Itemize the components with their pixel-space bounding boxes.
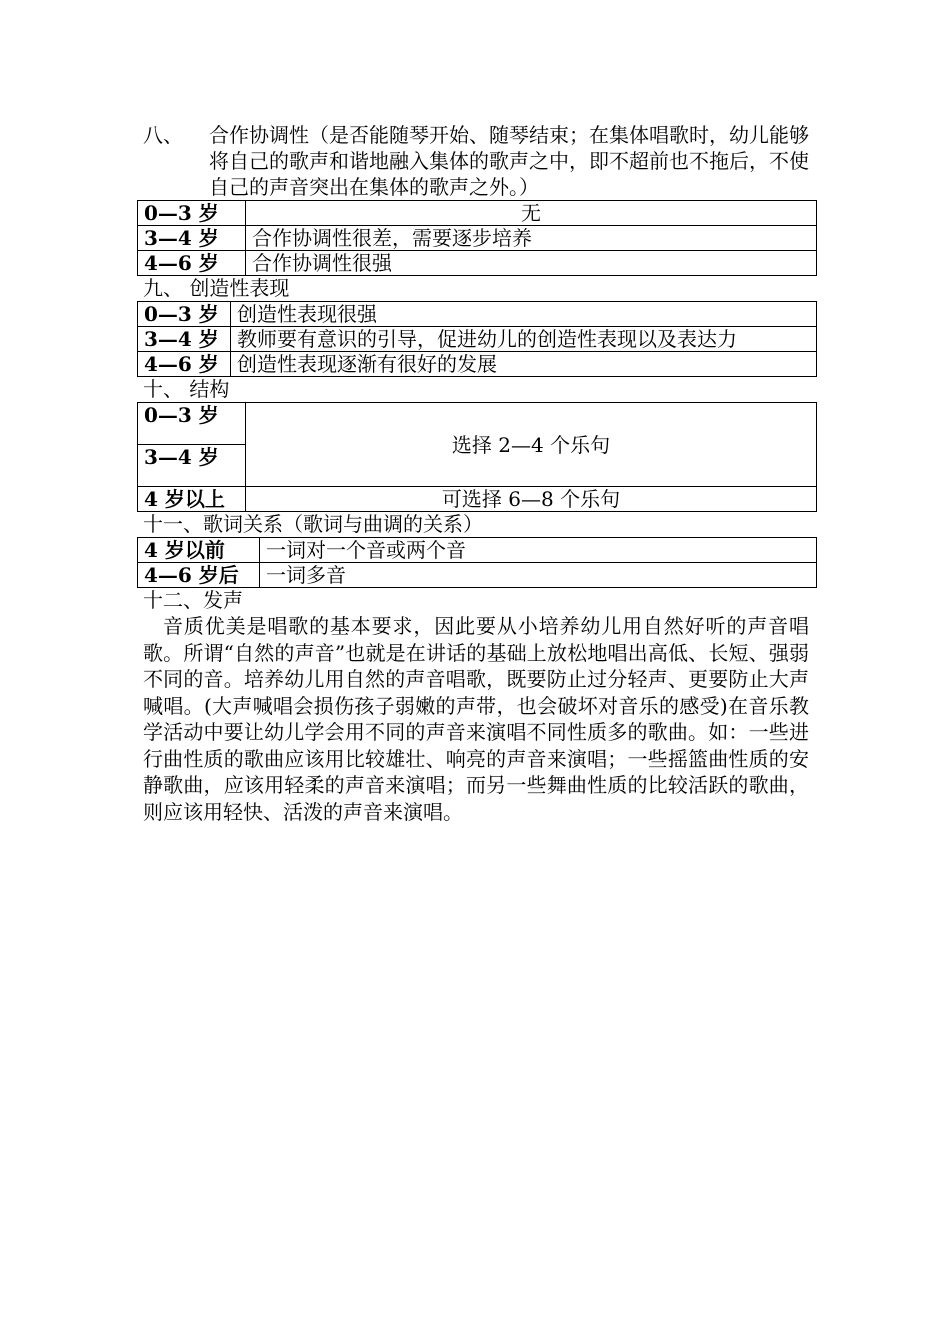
section-11-heading: 十一、歌词关系（歌词与曲调的关系） bbox=[143, 512, 483, 536]
age-cell: 0—3 岁 bbox=[138, 403, 246, 445]
section-8-number: 八、 bbox=[143, 123, 183, 147]
section-10-heading: 十、 结构 bbox=[143, 377, 230, 401]
desc-cell: 一词对一个音或两个音 bbox=[260, 538, 817, 563]
desc-cell: 一词多音 bbox=[260, 563, 817, 588]
merged-desc-cell: 选择 2—4 个乐句 bbox=[246, 403, 817, 487]
age-cell: 3—4 岁 bbox=[138, 445, 246, 487]
section-11-table bbox=[137, 537, 817, 588]
desc-cell: 合作协调性很差，需要逐步培养 bbox=[246, 226, 817, 251]
age-cell: 4—6 岁后 bbox=[138, 563, 260, 588]
table-row bbox=[138, 403, 817, 445]
age-cell: 3—4 岁 bbox=[138, 226, 246, 251]
section-12-body: 音质优美是唱歌的基本要求，因此要从小培养幼儿用自然好听的声音唱歌。所谓“自然的声音”也就是在讲话的基础上放松地唱出高低、长短、强弱不同的音。培养幼儿用自然的声音唱歌，既要防止过分轻声、更要防止大声喊唱。(大声喊唱会损伤孩子弱嫩的声带，也会破坏对音乐的感受)在音乐教学活动中要让幼儿学会用不同的声音来演唱不同性质多的歌曲。如：一些进行曲性质的歌曲应该用比较雄壮、响亮的声音来演唱；一些摇篮曲性质的安静歌曲，应该用轻柔的声音来演唱；而另一些舞曲性质的比较活跃的歌曲，则应该用轻快、活泼的声音来演唱。 bbox=[143, 614, 809, 824]
desc-cell: 合作协调性很强 bbox=[246, 251, 817, 276]
section-8-table bbox=[137, 200, 817, 276]
section-8-heading bbox=[137, 122, 817, 200]
table-row bbox=[138, 487, 817, 512]
document-page bbox=[137, 122, 817, 825]
section-9-table bbox=[137, 301, 817, 377]
age-cell: 0—3 岁 bbox=[138, 302, 231, 327]
age-cell: 0—3 岁 bbox=[138, 201, 246, 226]
table-row bbox=[138, 251, 817, 276]
table-row bbox=[138, 352, 817, 377]
desc-cell: 教师要有意识的引导，促进幼儿的创造性表现以及表达力 bbox=[231, 327, 817, 352]
desc-cell: 可选择 6—8 个乐句 bbox=[246, 487, 817, 512]
section-12-heading: 十二、发声 bbox=[143, 588, 243, 612]
section-9-heading: 九、 创造性表现 bbox=[143, 276, 290, 300]
desc-cell: 无 bbox=[246, 201, 817, 226]
section-8-text: 合作协调性（是否能随琴开始、随琴结束；在集体唱歌时，幼儿能够将自己的歌声和谐地融入集体的歌声之中，即不超前也不拖后，不使自己的声音突出在集体的歌声之外。） bbox=[209, 123, 809, 199]
section-10-table bbox=[137, 402, 817, 512]
age-cell: 4—6 岁 bbox=[138, 251, 246, 276]
desc-cell: 创造性表现很强 bbox=[231, 302, 817, 327]
desc-cell: 创造性表现逐渐有很好的发展 bbox=[231, 352, 817, 377]
table-row bbox=[138, 563, 817, 588]
table-row bbox=[138, 201, 817, 226]
age-cell: 4 岁以上 bbox=[138, 487, 246, 512]
age-cell: 3—4 岁 bbox=[138, 327, 231, 352]
table-row bbox=[138, 302, 817, 327]
table-row bbox=[138, 327, 817, 352]
table-row bbox=[138, 226, 817, 251]
age-cell: 4—6 岁 bbox=[138, 352, 231, 377]
age-cell: 4 岁以前 bbox=[138, 538, 260, 563]
table-row bbox=[138, 538, 817, 563]
